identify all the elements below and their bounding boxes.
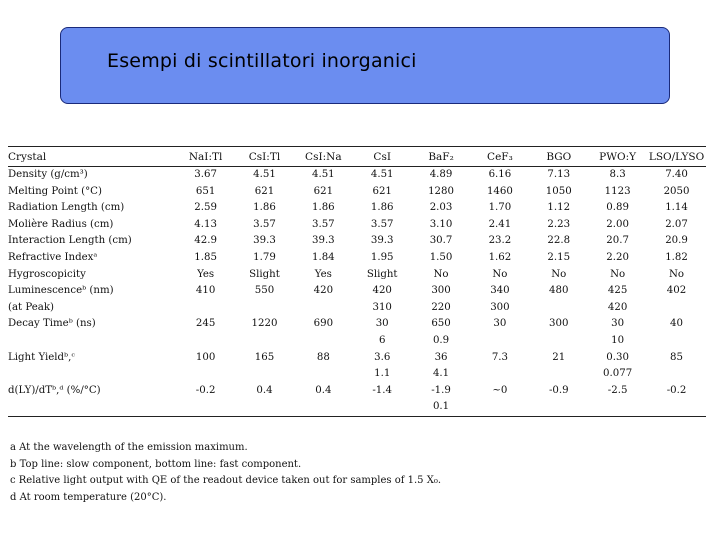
table-cell: 1050: [545, 185, 572, 197]
footnote: d At room temperature (20°C).: [10, 491, 167, 503]
column-header: BaF₂: [428, 151, 454, 163]
table-cell: 6: [378, 334, 386, 346]
column-header: PWO:Y: [599, 151, 637, 163]
table-cell: [294, 333, 353, 350]
table-cell: 23.2: [488, 235, 512, 247]
table-cell: 425: [607, 285, 628, 297]
table-cell: 4.51: [370, 169, 394, 180]
table-cell: 0.4: [315, 384, 332, 396]
table-cell: 1.86: [311, 202, 335, 214]
table-cell: 20.9: [665, 235, 688, 247]
table-cell: 3.57: [370, 218, 394, 230]
table-cell: 300: [549, 318, 569, 330]
table-cell: 4.13: [194, 218, 217, 230]
footnote: c Relative light output with QE of the readout device taken out for samples of 1.5 X₀.: [10, 475, 442, 486]
table-cell: -0.2: [666, 384, 687, 396]
table-cell: 1.84: [311, 251, 335, 263]
table-row: [8, 283, 706, 300]
row-label: Interaction Length (cm): [8, 235, 132, 247]
table-cell: Yes: [314, 268, 332, 280]
table-cell: -0.9: [548, 384, 569, 396]
table-cell: [176, 366, 235, 383]
table-cell: [176, 399, 235, 416]
table-cell: 621: [372, 185, 392, 197]
table-cell: [235, 333, 294, 350]
row-label: d(LY)/dTᵇ,ᵈ (%/°C): [8, 384, 101, 396]
table-cell: [647, 366, 706, 383]
table-cell: 7.40: [665, 169, 688, 180]
table-cell: No: [551, 268, 567, 280]
table-cell: 4.1: [432, 368, 450, 380]
table-row: [8, 383, 706, 400]
slide-title: Esempi di scintillatori inorganici: [107, 50, 417, 72]
table-footnotes: [10, 440, 441, 506]
table-cell: [235, 399, 294, 416]
table-cell: -2.5: [607, 384, 628, 396]
row-label: Hygroscopicity: [8, 268, 86, 280]
table-cell: 30: [611, 318, 625, 330]
table-cell: Slight: [249, 268, 280, 280]
table-cell: Slight: [366, 268, 398, 280]
table-cell: 310: [372, 301, 392, 313]
row-label: Refractive Indexᵃ: [8, 251, 98, 263]
table-cell: 1.14: [665, 202, 688, 214]
table-cell: 2.03: [429, 202, 453, 214]
table-cell: Yes: [197, 268, 215, 280]
row-label: [8, 399, 176, 416]
table-cell: ~0: [492, 384, 508, 396]
table-cell: [647, 300, 706, 317]
column-header: CsI:Na: [305, 151, 342, 163]
table-cell: No: [610, 268, 626, 280]
table-cell: 1460: [486, 185, 513, 197]
table-cell: 1.50: [429, 251, 453, 263]
table-cell: 2.15: [547, 251, 571, 263]
table-cell: 1.62: [488, 251, 512, 263]
table-row: [8, 233, 706, 250]
table-cell: [176, 333, 235, 350]
row-label: Decay Timeᵇ (ns): [8, 318, 96, 330]
table-row: [8, 267, 706, 284]
table-cell: 4.89: [429, 169, 453, 180]
table-cell: 1.82: [665, 251, 688, 263]
table-row: [8, 350, 706, 367]
table-cell: 7.13: [547, 169, 571, 180]
table-cell: 1.1: [374, 368, 391, 380]
table-cell: 3.57: [253, 218, 276, 230]
table-cell: [470, 399, 529, 416]
table-cell: 0.30: [606, 351, 629, 363]
table-cell: 621: [313, 185, 334, 197]
table-cell: No: [669, 268, 685, 280]
table-cell: [235, 300, 294, 317]
row-label: Luminescenceᵇ (nm): [8, 285, 114, 297]
column-header: CsI:Tl: [248, 151, 281, 163]
table-cell: 220: [431, 301, 451, 313]
table-cell: [235, 366, 294, 383]
table-row: [8, 200, 706, 217]
table-cell: [529, 300, 588, 317]
table-cell: 7.3: [491, 351, 509, 363]
table-cell: 39.3: [370, 235, 394, 247]
table-row: [8, 366, 706, 383]
table-row: [8, 333, 706, 350]
column-header: CsI: [373, 151, 391, 163]
table-cell: 3.6: [374, 351, 391, 363]
table-cell: 30: [493, 318, 507, 330]
table-cell: 0.9: [432, 334, 450, 346]
table-cell: [647, 399, 706, 416]
table-cell: 0.89: [606, 202, 629, 214]
table-cell: 420: [372, 285, 392, 297]
table-cell: 2.41: [488, 218, 512, 230]
table-cell: 2.07: [665, 218, 688, 230]
table-cell: 650: [431, 318, 451, 330]
table-cell: 402: [666, 285, 687, 297]
row-label: Density (g/cm³): [8, 169, 88, 180]
table-row: [8, 217, 706, 234]
table-cell: 1.70: [488, 202, 512, 214]
table-cell: 1.86: [253, 202, 276, 214]
table-cell: 1.85: [194, 251, 217, 263]
table-cell: 88: [316, 351, 330, 363]
row-label: (at Peak): [8, 301, 55, 313]
table-row: [8, 316, 706, 333]
footnote: b Top line: slow component, bottom line: fast component.: [10, 458, 302, 470]
table-cell: -0.2: [195, 384, 216, 396]
table-cell: [470, 366, 529, 383]
table-cell: [294, 366, 353, 383]
table-cell: 690: [313, 318, 334, 330]
table-cell: 1280: [428, 185, 455, 197]
table-cell: 550: [254, 285, 275, 297]
row-label: Light Yieldᵇ,ᶜ: [8, 351, 75, 363]
table-cell: 621: [254, 185, 275, 197]
table-cell: 340: [490, 285, 510, 297]
table-cell: -1.4: [372, 384, 393, 396]
table-cell: 85: [670, 351, 684, 363]
table-cell: [529, 366, 588, 383]
table-cell: -1.9: [431, 384, 451, 396]
table-row: [8, 250, 706, 267]
table-cell: No: [433, 268, 449, 280]
row-label: [8, 366, 176, 383]
table-cell: [294, 300, 353, 317]
table-row: [8, 167, 706, 184]
table-header-row: [8, 147, 706, 167]
scintillator-table-container: [8, 146, 706, 417]
table-cell: 300: [431, 285, 451, 297]
table-cell: 36: [434, 351, 448, 363]
table-row: [8, 399, 706, 416]
table-cell: 30.7: [429, 235, 453, 247]
table-cell: [529, 399, 588, 416]
column-header: BGO: [546, 151, 572, 163]
table-cell: 30: [375, 318, 389, 330]
table-cell: 39.3: [253, 235, 276, 247]
column-header: LSO/LYSO: [648, 151, 705, 163]
table-row: [8, 184, 706, 201]
table-cell: 1.95: [370, 251, 394, 263]
row-label: [8, 333, 176, 350]
column-header: CeF₃: [487, 151, 513, 163]
table-cell: 480: [549, 285, 569, 297]
table-cell: 651: [195, 185, 216, 197]
table-cell: 21: [552, 351, 566, 363]
table-cell: 165: [254, 351, 275, 363]
slide-title-box: [60, 27, 670, 104]
table-cell: 0.4: [256, 384, 273, 396]
table-cell: [588, 399, 647, 416]
table-cell: 20.7: [606, 235, 629, 247]
table-cell: 3.10: [429, 218, 453, 230]
table-cell: 410: [195, 285, 216, 297]
row-label: Radiation Length (cm): [8, 202, 125, 214]
footnote: a At the wavelength of the emission maximum.: [10, 442, 248, 453]
table-cell: 1220: [251, 318, 278, 330]
scintillator-properties-table: [8, 146, 706, 417]
table-cell: [353, 399, 412, 416]
table-cell: 2.59: [194, 202, 217, 214]
column-header: NaI:Tl: [188, 151, 223, 163]
table-cell: 8.3: [609, 169, 626, 180]
table-cell: 2.20: [606, 251, 629, 263]
table-row: [8, 300, 706, 317]
table-cell: 420: [607, 301, 628, 313]
table-cell: 245: [195, 318, 216, 330]
table-cell: 420: [313, 285, 334, 297]
table-cell: 0.1: [432, 401, 450, 413]
table-cell: 10: [611, 334, 625, 346]
table-cell: 1.79: [253, 251, 276, 263]
table-cell: 2050: [663, 185, 690, 197]
table-cell: 1.86: [370, 202, 394, 214]
table-cell: 1123: [604, 185, 631, 197]
table-cell: 39.3: [311, 235, 335, 247]
row-label: Melting Point (°C): [8, 185, 102, 197]
table-cell: 40: [670, 318, 684, 330]
table-cell: [176, 300, 235, 317]
table-cell: 6.16: [488, 169, 512, 180]
table-cell: [647, 333, 706, 350]
table-cell: [294, 399, 353, 416]
table-cell: 300: [490, 301, 510, 313]
table-body: [8, 167, 706, 417]
table-cell: 2.23: [547, 218, 571, 230]
table-cell: 3.57: [311, 218, 335, 230]
table-cell: 0.077: [603, 368, 633, 380]
table-cell: 3.67: [194, 169, 217, 180]
table-cell: 42.9: [194, 235, 217, 247]
table-cell: 1.12: [547, 202, 571, 214]
row-label: Molière Radius (cm): [8, 218, 114, 230]
table-cell: [529, 333, 588, 350]
table-cell: 22.8: [547, 235, 571, 247]
table-cell: 4.51: [253, 169, 276, 180]
table-cell: No: [492, 268, 508, 280]
table-cell: [470, 333, 529, 350]
table-cell: 100: [195, 351, 216, 363]
column-header: Crystal: [8, 151, 47, 163]
table-cell: 4.51: [311, 169, 335, 180]
table-cell: 2.00: [606, 218, 629, 230]
